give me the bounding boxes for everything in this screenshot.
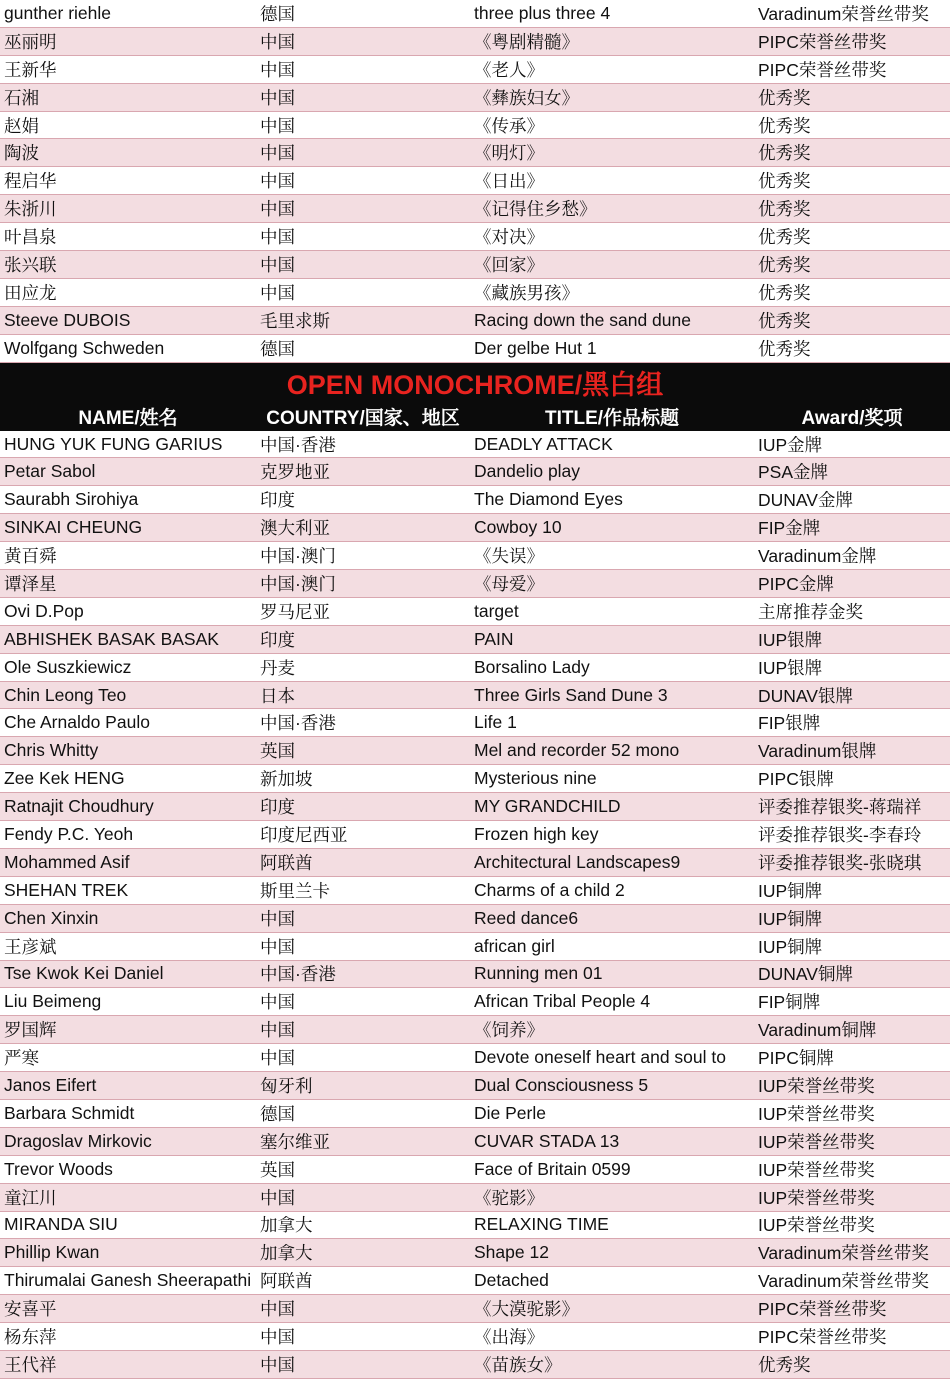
cell-country: 印度 (260, 490, 295, 511)
column-header-country: COUNTRY/国家、地区 (266, 407, 460, 429)
cell-country: 中国 (260, 1020, 295, 1041)
cell-title: 《回家》 (474, 254, 544, 275)
cell-title: RELAXING TIME (474, 1214, 609, 1235)
table-row (0, 431, 950, 459)
table-row (0, 1267, 950, 1295)
cell-country: 加拿大 (260, 1243, 313, 1264)
cell-award: 优秀奖 (758, 143, 811, 164)
cell-country: 罗马尼亚 (260, 601, 330, 622)
cell-name: HUNG YUK FUNG GARIUS (4, 433, 223, 454)
cell-award: IUP荣誉丝带奖 (758, 1187, 875, 1208)
cell-award: PIPC铜牌 (758, 1048, 834, 1069)
section-title: OPEN MONOCHROME/黑白组 (286, 369, 664, 400)
cell-award: FIP银牌 (758, 713, 821, 734)
cell-award: Varadinum荣誉丝带奖 (758, 3, 929, 24)
cell-name: Ole Suszkiewicz (4, 656, 132, 677)
cell-title: Charms of a child 2 (474, 879, 625, 900)
cell-title: target (474, 600, 519, 621)
table-row (0, 737, 950, 765)
cell-name: 巫丽明 (4, 31, 57, 52)
cell-award: 评委推荐银奖-李春玲 (758, 824, 922, 845)
table-row (0, 961, 950, 989)
cell-country: 克罗地亚 (260, 462, 330, 483)
cell-title: 《母爱》 (474, 573, 544, 594)
cell-award: PSA金牌 (758, 462, 829, 483)
cell-award: IUP铜牌 (758, 880, 823, 901)
table-row (0, 251, 950, 279)
column-header-name: NAME/姓名 (78, 407, 178, 429)
cell-title: 《粤剧精髓》 (474, 31, 579, 52)
table-row (0, 765, 950, 793)
cell-title: Architectural Landscapes9 (474, 851, 681, 872)
cell-name: 陶波 (4, 143, 39, 164)
column-headers (0, 403, 950, 430)
cell-award: FIP金牌 (758, 518, 821, 539)
cell-country: 丹麦 (260, 657, 295, 678)
table-row (0, 279, 950, 307)
cell-award: 优秀奖 (758, 310, 811, 331)
cell-country: 阿联酋 (260, 1271, 313, 1292)
cell-name: Chen Xinxin (4, 907, 99, 928)
cell-country: 中国 (260, 31, 295, 52)
table-row (0, 988, 950, 1016)
table-row (0, 654, 950, 682)
table-row (0, 821, 950, 849)
table-row (0, 1239, 950, 1267)
cell-title: Dual Consciousness 5 (474, 1075, 649, 1095)
table-row (0, 84, 950, 112)
cell-country: 中国 (260, 115, 295, 136)
cell-name: MIRANDA SIU (4, 1214, 118, 1235)
cell-award: 优秀奖 (758, 227, 811, 248)
monochrome-rows-group (0, 431, 950, 1379)
cell-country: 中国 (260, 936, 295, 957)
cell-name: Steeve DUBOIS (4, 309, 131, 330)
cell-name: Janos Eifert (4, 1075, 97, 1095)
cell-title: Life 1 (474, 712, 517, 733)
cell-name: Chris Whitty (4, 740, 99, 761)
cell-award: PIPC荣誉丝带奖 (758, 59, 887, 80)
cell-name: Thirumalai Ganesh Sheerapathi (4, 1270, 252, 1291)
cell-name: Barbara Schmidt (4, 1102, 135, 1123)
cell-title: 《老人》 (474, 59, 544, 80)
cell-title: Reed dance6 (474, 907, 579, 928)
cell-title: 《驼影》 (474, 1187, 544, 1208)
cell-title: Mel and recorder 52 mono (474, 740, 680, 761)
cell-award: IUP铜牌 (758, 908, 823, 929)
table-row (0, 0, 950, 28)
cell-award: IUP荣誉丝带奖 (758, 1076, 875, 1096)
cell-country: 中国 (260, 227, 295, 248)
cell-country: 中国 (260, 1048, 295, 1069)
cell-award: Varadinum银牌 (758, 741, 877, 762)
cell-title: 《记得住乡愁》 (474, 199, 597, 220)
cell-name: 安喜平 (4, 1299, 57, 1320)
cell-title: three plus three 4 (474, 2, 611, 23)
cell-name: SINKAI CHEUNG (4, 517, 143, 538)
cell-name: Wolfgang Schweden (4, 337, 165, 358)
cell-country: 英国 (260, 1159, 295, 1180)
column-header-title: TITLE/作品标题 (544, 407, 680, 429)
cell-title: 《藏族男孩》 (474, 282, 579, 303)
cell-country: 印度 (260, 629, 295, 650)
cell-award: FIP铜牌 (758, 992, 821, 1013)
cell-title: CUVAR STADA 13 (474, 1130, 620, 1151)
cell-name: Fendy P.C. Yeoh (4, 823, 134, 844)
table-row (0, 1212, 950, 1240)
cell-award: PIPC荣誉丝带奖 (758, 1299, 887, 1320)
cell-award: 优秀奖 (758, 254, 811, 275)
column-header-award: Award/奖项 (801, 407, 903, 429)
cell-name: 程启华 (4, 171, 57, 192)
cell-country: 新加坡 (260, 769, 313, 790)
cell-title: 《传承》 (474, 115, 544, 136)
cell-title: 《大漠驼影》 (474, 1299, 579, 1320)
cell-country: 中国 (260, 1327, 295, 1348)
cell-award: 评委推荐银奖-张晓琪 (758, 852, 922, 873)
cell-award: IUP荣誉丝带奖 (758, 1103, 875, 1124)
cell-award: 优秀奖 (758, 171, 811, 192)
cell-title: Der gelbe Hut 1 (474, 337, 597, 358)
cell-name: 石湘 (4, 87, 39, 108)
table-row (0, 195, 950, 223)
cell-award: PIPC荣誉丝带奖 (758, 1327, 887, 1348)
cell-title: Three Girls Sand Dune 3 (474, 684, 668, 705)
cell-country: 中国 (260, 254, 295, 275)
table-row (0, 1016, 950, 1044)
table-row (0, 682, 950, 710)
cell-country: 中国 (260, 992, 295, 1013)
cell-name: Saurabh Sirohiya (4, 489, 139, 510)
cell-title: 《失误》 (474, 546, 544, 567)
cell-country: 中国 (260, 282, 295, 303)
cell-country: 澳大利亚 (260, 518, 330, 539)
cell-country: 中国 (260, 1299, 295, 1320)
cell-title: MY GRANDCHILD (474, 796, 621, 817)
cell-name: 王代祥 (4, 1354, 57, 1375)
table-row (0, 486, 950, 514)
cell-country: 斯里兰卡 (260, 880, 330, 901)
cell-name: 童江川 (4, 1187, 57, 1208)
cell-award: PIPC银牌 (758, 769, 834, 790)
cell-title: 《日出》 (474, 171, 544, 192)
cell-name: Dragoslav Mirkovic (4, 1130, 152, 1151)
cell-country: 日本 (260, 685, 295, 706)
cell-country: 印度 (260, 797, 295, 818)
cell-name: 田应龙 (4, 282, 57, 303)
cell-country: 中国 (260, 143, 295, 164)
cell-award: IUP荣誉丝带奖 (758, 1131, 875, 1152)
cell-title: 《彝族妇女》 (474, 87, 579, 108)
section-header (0, 363, 950, 431)
cell-country: 毛里求斯 (260, 310, 330, 331)
table-row (0, 626, 950, 654)
table-row (0, 139, 950, 167)
cell-title: Face of Britain 0599 (474, 1158, 631, 1179)
cell-award: Varadinum金牌 (758, 546, 877, 567)
cell-title: Racing down the sand dune (474, 309, 691, 330)
cell-award: 优秀奖 (758, 87, 811, 108)
cell-title: The Diamond Eyes (474, 489, 623, 510)
cell-country: 阿联酋 (260, 852, 313, 873)
cell-name: SHEHAN TREK (4, 879, 129, 900)
cell-name: 叶昌泉 (4, 227, 57, 248)
cell-country: 中国·澳门 (260, 573, 336, 594)
cell-title: Borsalino Lady (474, 656, 590, 677)
cell-country: 中国 (260, 908, 295, 929)
cell-name: 黄百舜 (4, 546, 57, 567)
cell-award: 主席推荐金奖 (758, 601, 863, 622)
table-row (0, 1351, 950, 1379)
table-row (0, 1323, 950, 1351)
cell-title: Mysterious nine (474, 768, 597, 789)
cell-award: 评委推荐银奖-蒋瑞祥 (758, 797, 922, 818)
table-row (0, 709, 950, 737)
cell-title: 《出海》 (474, 1327, 544, 1348)
cell-title: african girl (474, 935, 555, 956)
cell-country: 匈牙利 (260, 1076, 313, 1096)
table-row (0, 793, 950, 821)
cell-title: Dandelio play (474, 461, 581, 482)
table-row (0, 1128, 950, 1156)
table-row (0, 1072, 950, 1100)
cell-award: 优秀奖 (758, 115, 811, 136)
table-row (0, 1044, 950, 1072)
cell-name: 王彦斌 (4, 936, 57, 957)
cell-name: ABHISHEK BASAK BASAK (4, 628, 219, 649)
cell-country: 德国 (260, 338, 295, 359)
table-row (0, 905, 950, 933)
cell-title: Running men 01 (474, 963, 603, 984)
cell-title: Detached (474, 1270, 549, 1291)
cell-title: 《饲养》 (474, 1020, 544, 1041)
table-row (0, 1295, 950, 1323)
table-row (0, 335, 950, 363)
cell-title: Cowboy 10 (474, 517, 562, 538)
table-row (0, 1156, 950, 1184)
table-row (0, 56, 950, 84)
table-row (0, 1184, 950, 1212)
cell-title: 《明灯》 (474, 143, 544, 164)
table-row (0, 112, 950, 140)
cell-award: 优秀奖 (758, 1354, 811, 1375)
cell-name: Ratnajit Choudhury (4, 796, 154, 817)
cell-name: 张兴联 (4, 254, 57, 275)
cell-name: 谭泽星 (4, 573, 57, 594)
table-row (0, 167, 950, 195)
table-row (0, 598, 950, 626)
table-row (0, 28, 950, 56)
cell-name: 罗国辉 (4, 1020, 57, 1041)
cell-award: IUP银牌 (758, 657, 823, 678)
cell-country: 中国 (260, 199, 295, 220)
cell-name: Tse Kwok Kei Daniel (4, 963, 164, 984)
table-row (0, 307, 950, 335)
table-row (0, 458, 950, 486)
cell-name: Mohammed Asif (4, 851, 130, 872)
table-row (0, 514, 950, 542)
table-row (0, 849, 950, 877)
cell-name: Ovi D.Pop (4, 600, 84, 621)
cell-award: DUNAV铜牌 (758, 964, 853, 985)
cell-country: 中国 (260, 59, 295, 80)
table-row (0, 570, 950, 598)
table-row (0, 933, 950, 961)
cell-award: IUP铜牌 (758, 936, 823, 957)
cell-country: 中国·香港 (260, 964, 336, 985)
cell-country: 中国·澳门 (260, 546, 336, 567)
cell-award: PIPC荣誉丝带奖 (758, 31, 887, 52)
cell-title: 《苗族女》 (474, 1354, 562, 1375)
cell-country: 塞尔维亚 (260, 1131, 330, 1152)
cell-title: African Tribal People 4 (474, 991, 651, 1012)
cell-award: PIPC金牌 (758, 573, 834, 594)
cell-name: Zee Kek HENG (4, 768, 125, 789)
cell-name: Che Arnaldo Paulo (4, 712, 150, 733)
table-row (0, 877, 950, 905)
cell-title: Die Perle (474, 1102, 546, 1123)
cell-name: Phillip Kwan (4, 1242, 100, 1263)
cell-award: 优秀奖 (758, 282, 811, 303)
cell-award: IUP银牌 (758, 629, 823, 650)
cell-name: Trevor Woods (4, 1158, 113, 1179)
cell-country: 德国 (260, 1103, 295, 1124)
cell-title: Frozen high key (474, 823, 599, 844)
cell-award: Varadinum荣誉丝带奖 (758, 1243, 929, 1264)
cell-country: 中国 (260, 87, 295, 108)
table-row (0, 1100, 950, 1128)
cell-award: IUP荣誉丝带奖 (758, 1215, 875, 1236)
cell-name: Liu Beimeng (4, 991, 102, 1012)
cell-name: 赵娟 (4, 115, 39, 136)
cell-award: 优秀奖 (758, 338, 811, 359)
cell-award: DUNAV银牌 (758, 685, 853, 706)
cell-country: 中国 (260, 171, 295, 192)
cell-title: PAIN (474, 628, 514, 649)
cell-award: 优秀奖 (758, 199, 811, 220)
cell-award: Varadinum荣誉丝带奖 (758, 1271, 929, 1292)
cell-country: 中国 (260, 1187, 295, 1208)
cell-name: 王新华 (4, 59, 57, 80)
cell-name: 杨东萍 (4, 1327, 57, 1348)
cell-title: DEADLY ATTACK (474, 433, 613, 454)
cell-title: Devote oneself heart and soul to (474, 1047, 726, 1068)
cell-award: IUP金牌 (758, 434, 823, 455)
cell-award: DUNAV金牌 (758, 490, 853, 511)
cell-title: 《对决》 (474, 227, 544, 248)
cell-name: 朱浙川 (4, 199, 57, 220)
cell-country: 中国 (260, 1354, 295, 1375)
cell-award: IUP荣誉丝带奖 (758, 1159, 875, 1180)
cell-country: 英国 (260, 741, 295, 762)
cell-name: Chin Leong Teo (4, 684, 127, 705)
cell-country: 中国·香港 (260, 434, 336, 455)
cell-country: 印度尼西亚 (260, 824, 348, 845)
cell-name: gunther riehle (4, 2, 112, 23)
cell-name: 严寒 (4, 1048, 39, 1069)
cell-name: Petar Sabol (4, 461, 96, 482)
cell-award: Varadinum铜牌 (758, 1020, 877, 1041)
table-row (0, 542, 950, 570)
cell-country: 加拿大 (260, 1215, 313, 1236)
cell-title: Shape 12 (474, 1242, 549, 1263)
cell-country: 中国·香港 (260, 713, 336, 734)
cell-country: 德国 (260, 3, 295, 24)
table-row (0, 223, 950, 251)
top-rows-group (0, 0, 950, 363)
